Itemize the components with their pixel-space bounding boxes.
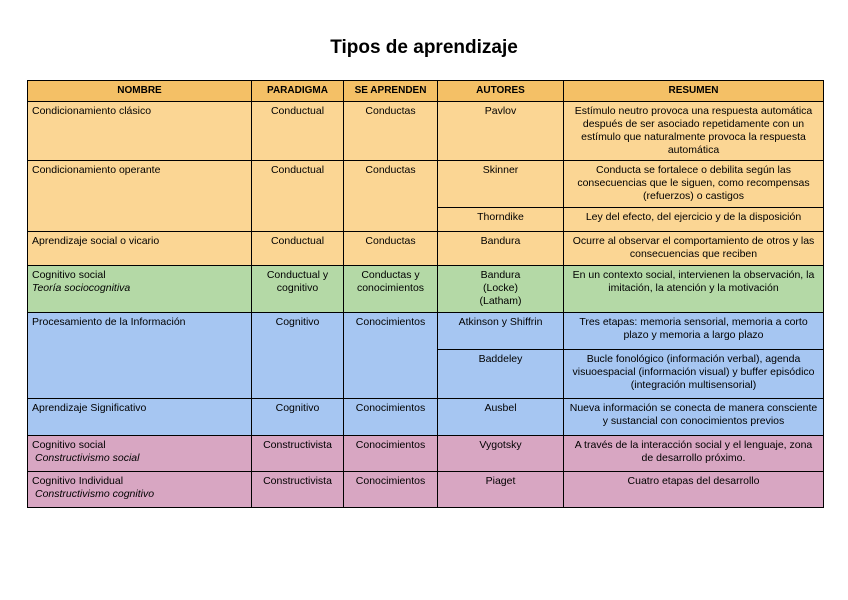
cell-resumen: A través de la interacción social y el lenguaje, zona de desarrollo próximo. — [564, 436, 824, 472]
cell-nombre: Aprendizaje social o vicario — [28, 232, 252, 266]
cell-se-aprenden: Conocimientos — [344, 436, 438, 472]
cell-autor: Thorndike — [438, 208, 564, 232]
cell-se-aprenden: Conocimientos — [344, 399, 438, 436]
cell-nombre: Procesamiento de la Información — [28, 313, 252, 399]
cell-nombre-subtitle: Constructivismo social — [35, 452, 140, 464]
cell-autor: Baddeley — [438, 350, 564, 399]
cell-se-aprenden: Conductas — [344, 232, 438, 266]
header-resumen: RESUMEN — [564, 81, 824, 102]
cell-resumen: Nueva información se conecta de manera consciente y sustancial con conocimientos previos — [564, 399, 824, 436]
table-row — [28, 313, 824, 350]
cell-se-aprenden-line: conocimientos — [356, 282, 425, 294]
table-row — [28, 232, 824, 266]
cell-resumen: Tres etapas: memoria sensorial, memoria a corto plazo y memoria a largo plazo — [564, 313, 824, 350]
cell-paradigma: Cognitivo — [252, 313, 344, 399]
cell-nombre-title: Cognitivo social — [32, 439, 106, 451]
cell-nombre: Condicionamiento operante — [28, 161, 252, 232]
cell-se-aprenden: Conocimientos — [344, 313, 438, 399]
cell-paradigma-line: cognitivo — [276, 282, 319, 294]
cell-paradigma: Conductual — [252, 232, 344, 266]
cell-resumen: Conducta se fortalece o debilita según las consecuencias que le siguen, como recompensas (refuerzos) o castigos — [564, 161, 824, 208]
cell-nombre — [28, 472, 252, 508]
cell-autor: Pavlov — [438, 102, 564, 161]
cell-autor-line: (Latham) — [479, 295, 522, 307]
header-autores: AUTORES — [438, 81, 564, 102]
table-row — [28, 436, 824, 472]
table-row — [28, 472, 824, 508]
cell-nombre-title: Cognitivo Individual — [32, 475, 124, 487]
table-row — [28, 161, 824, 208]
cell-resumen: En un contexto social, intervienen la observación, la imitación, la atención y la motivación — [564, 266, 824, 313]
cell-resumen: Ocurre al observar el comportamiento de otros y las consecuencias que reciben — [564, 232, 824, 266]
cell-nombre — [28, 436, 252, 472]
cell-se-aprenden — [344, 266, 438, 313]
cell-autor: Piaget — [438, 472, 564, 508]
cell-autor-line: (Locke) — [482, 282, 518, 294]
cell-paradigma: Constructivista — [252, 436, 344, 472]
table-row — [28, 266, 824, 313]
cell-nombre-subtitle: Constructivismo cognitivo — [35, 488, 155, 500]
cell-autor — [438, 266, 564, 313]
cell-se-aprenden: Conductas — [344, 102, 438, 161]
cell-autor-line: Bandura — [480, 269, 521, 281]
header-paradigma: PARADIGMA — [252, 81, 344, 102]
cell-nombre-subtitle: Teoría sociocognitiva — [32, 282, 131, 294]
cell-nombre-title: Cognitivo social — [32, 269, 106, 281]
cell-autor: Vygotsky — [438, 436, 564, 472]
cell-paradigma: Cognitivo — [252, 399, 344, 436]
table-row — [28, 399, 824, 436]
cell-se-aprenden: Conocimientos — [344, 472, 438, 508]
header-nombre: NOMBRE — [28, 81, 252, 102]
cell-nombre — [28, 266, 252, 313]
header-se-aprenden: SE APRENDEN — [344, 81, 438, 102]
cell-nombre: Condicionamiento clásico — [28, 102, 252, 161]
table-row — [28, 102, 824, 161]
cell-nombre: Aprendizaje Significativo — [28, 399, 252, 436]
cell-paradigma: Conductual — [252, 161, 344, 232]
cell-autor: Bandura — [438, 232, 564, 266]
page-title: Tipos de aprendizaje — [330, 37, 518, 58]
cell-se-aprenden: Conductas — [344, 161, 438, 232]
cell-paradigma — [252, 266, 344, 313]
cell-se-aprenden-line: Conductas y — [361, 269, 420, 281]
cell-paradigma: Constructivista — [252, 472, 344, 508]
cell-resumen: Ley del efecto, del ejercicio y de la disposición — [564, 208, 824, 232]
cell-resumen: Cuatro etapas del desarrollo — [564, 472, 824, 508]
learning-types-table — [27, 80, 824, 508]
table-header-row — [28, 81, 824, 102]
cell-paradigma: Conductual — [252, 102, 344, 161]
cell-autor: Ausbel — [438, 399, 564, 436]
cell-autor: Atkinson y Shiffrin — [438, 313, 564, 350]
cell-resumen: Bucle fonológico (información verbal), agenda visuoespacial (información visual) y buffer episódico (integración multisensorial) — [564, 350, 824, 399]
cell-resumen: Estímulo neutro provoca una respuesta automática después de ser asociado repetidamente con un estímulo que naturalmente provoca la respuesta automática — [564, 102, 824, 161]
cell-autor: Skinner — [438, 161, 564, 208]
cell-paradigma-line: Conductual y — [266, 269, 329, 281]
